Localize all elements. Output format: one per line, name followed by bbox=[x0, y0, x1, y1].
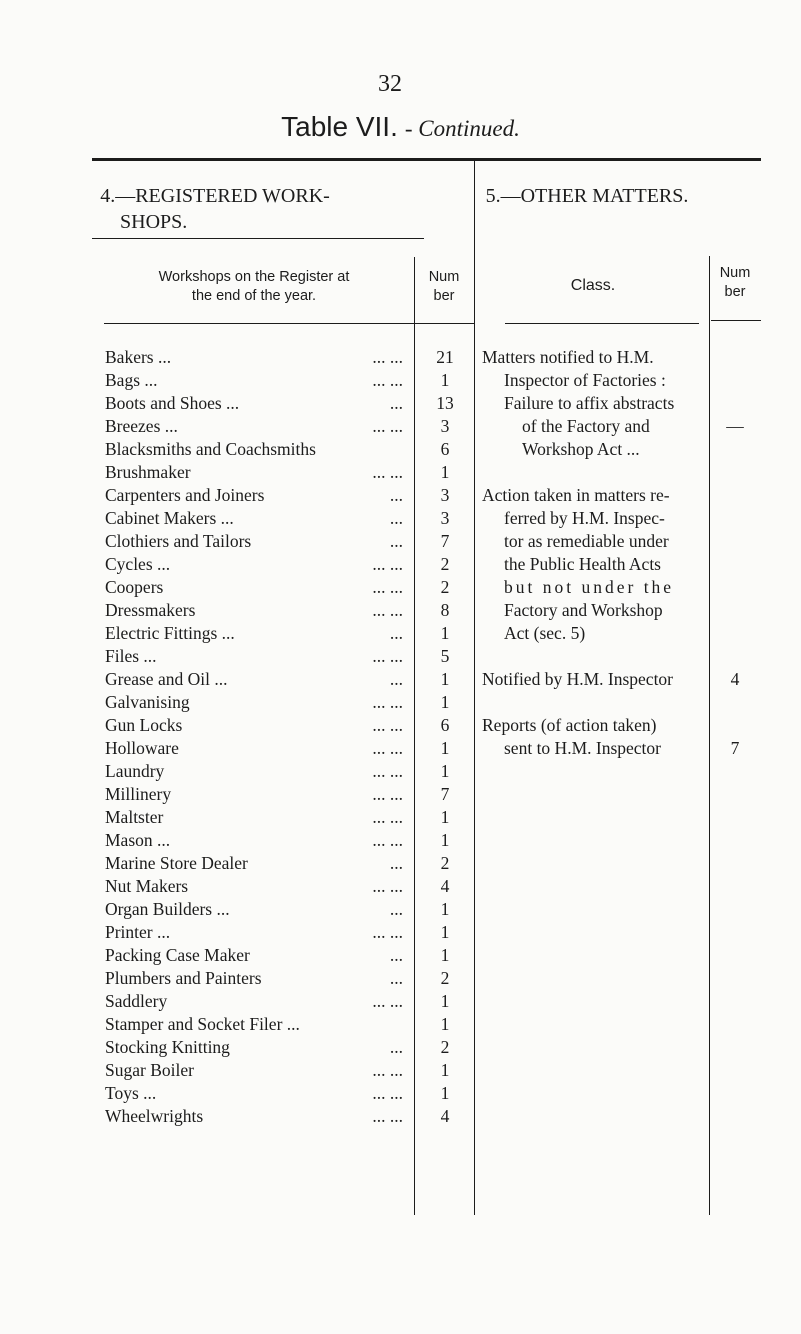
workshop-name: Electric Fittings ... bbox=[105, 623, 235, 643]
workshops-header-line1: Workshops on the Register at bbox=[158, 269, 350, 285]
workshop-name: Mason ... bbox=[105, 830, 171, 850]
workshop-count: 1 bbox=[440, 1083, 450, 1103]
workshop-dots: ... ... bbox=[372, 738, 403, 758]
workshop-row bbox=[105, 737, 403, 760]
workshop-dots: ... bbox=[389, 393, 403, 413]
workshop-count: 1 bbox=[440, 692, 450, 712]
workshop-name: Toys ... bbox=[105, 1083, 157, 1103]
workshop-name: Brushmaker bbox=[105, 462, 191, 482]
entry-line: tor as remediable under bbox=[504, 531, 669, 551]
workshop-dots: ... ... bbox=[372, 600, 403, 620]
entry-line: ferred by H.M. Inspec- bbox=[504, 508, 665, 528]
workshop-count: 3 bbox=[440, 508, 450, 528]
workshop-name: Plumbers and Painters bbox=[105, 968, 262, 988]
workshop-name: Galvanising bbox=[105, 692, 190, 712]
workshop-name: Wheelwrights bbox=[105, 1106, 204, 1126]
workshop-count: 2 bbox=[440, 554, 450, 574]
workshop-dots: ... ... bbox=[372, 1060, 403, 1080]
workshop-name: Gun Locks bbox=[105, 715, 183, 735]
workshop-row bbox=[105, 714, 403, 737]
workshop-dots: ... bbox=[389, 531, 403, 551]
workshop-dots: ... ... bbox=[372, 692, 403, 712]
workshop-row bbox=[105, 898, 403, 921]
other-matter-entry bbox=[482, 714, 661, 760]
workshop-count: 6 bbox=[440, 439, 450, 459]
workshop-row bbox=[105, 415, 403, 438]
workshop-dots: ... ... bbox=[372, 416, 403, 436]
workshop-count: 1 bbox=[440, 738, 450, 758]
workshop-dots: ... ... bbox=[372, 554, 403, 574]
other-matter-count: — bbox=[726, 416, 744, 436]
workshop-count: 1 bbox=[440, 807, 450, 827]
workshop-row bbox=[105, 622, 403, 645]
workshop-name: Carpenters and Joiners bbox=[105, 485, 265, 505]
workshop-dots: ... ... bbox=[372, 370, 403, 390]
workshop-row bbox=[105, 507, 403, 530]
left-heading-underline bbox=[92, 238, 424, 239]
workshop-count: 2 bbox=[440, 1037, 450, 1057]
table-title-continued: - Continued. bbox=[404, 116, 520, 141]
workshop-dots: ... bbox=[389, 485, 403, 505]
workshop-count: 5 bbox=[440, 646, 450, 666]
workshop-count: 1 bbox=[440, 623, 450, 643]
workshop-name: Stocking Knitting bbox=[105, 1037, 230, 1057]
workshop-row bbox=[105, 944, 403, 967]
left-number-header-line1: Num bbox=[428, 269, 460, 285]
entry-line: Act (sec. 5) bbox=[504, 623, 586, 643]
workshop-name: Organ Builders ... bbox=[105, 899, 230, 919]
workshop-row bbox=[105, 967, 403, 990]
workshop-row bbox=[105, 599, 403, 622]
workshop-dots: ... ... bbox=[372, 830, 403, 850]
workshop-count: 2 bbox=[440, 968, 450, 988]
workshop-name: Saddlery bbox=[105, 991, 168, 1011]
workshop-dots: ... bbox=[389, 853, 403, 873]
other-matter-count: 4 bbox=[730, 669, 740, 689]
entry-line: of the Factory and bbox=[522, 416, 650, 436]
workshop-name: Sugar Boiler bbox=[105, 1060, 194, 1080]
workshop-name: Boots and Shoes ... bbox=[105, 393, 240, 413]
workshop-row bbox=[105, 668, 403, 691]
workshop-count: 1 bbox=[440, 370, 450, 390]
right-number-header-line2: ber bbox=[724, 284, 746, 300]
workshop-name: Breezes ... bbox=[105, 416, 178, 436]
workshop-dots: ... bbox=[389, 1037, 403, 1057]
workshop-dots: ... bbox=[389, 899, 403, 919]
right-number-column-rule bbox=[709, 875, 710, 1215]
workshop-name: Millinery bbox=[105, 784, 172, 804]
class-column-header: Class. bbox=[570, 277, 616, 294]
workshop-row bbox=[105, 783, 403, 806]
table-title-main: Table VII. bbox=[281, 111, 398, 142]
workshop-row bbox=[105, 1013, 403, 1036]
workshop-count: 21 bbox=[436, 347, 454, 367]
workshop-dots: ... bbox=[389, 508, 403, 528]
workshop-row bbox=[105, 530, 403, 553]
workshop-name: Cycles ... bbox=[105, 554, 171, 574]
other-matter-entry bbox=[482, 346, 674, 461]
workshop-name: Stamper and Socket Filer ... bbox=[105, 1014, 300, 1034]
workshop-count: 1 bbox=[440, 991, 450, 1011]
right-section-heading: 5.—OTHER MATTERS. bbox=[485, 185, 689, 207]
workshop-dots: ... ... bbox=[372, 922, 403, 942]
entry-line: Action taken in matters re- bbox=[482, 485, 670, 505]
workshop-row bbox=[105, 1059, 403, 1082]
workshop-row bbox=[105, 553, 403, 576]
workshop-count: 1 bbox=[440, 830, 450, 850]
table-title bbox=[0, 111, 801, 144]
workshop-dots: ... ... bbox=[372, 1083, 403, 1103]
workshop-row bbox=[105, 875, 403, 898]
lower-table bbox=[0, 875, 801, 1334]
workshop-dots: ... bbox=[389, 669, 403, 689]
workshop-name: Packing Case Maker bbox=[105, 945, 250, 965]
workshop-count: 3 bbox=[440, 485, 450, 505]
workshop-name: Dressmakers bbox=[105, 600, 196, 620]
workshop-count: 7 bbox=[440, 784, 450, 804]
right-number-column-rule bbox=[709, 256, 710, 877]
workshop-row bbox=[105, 369, 403, 392]
entry-line: Reports (of action taken) bbox=[482, 715, 657, 735]
workshop-row bbox=[105, 691, 403, 714]
class-header-underline bbox=[505, 323, 699, 324]
entry-line: the Public Health Acts bbox=[504, 554, 661, 574]
workshop-dots: ... bbox=[389, 623, 403, 643]
workshop-row bbox=[105, 760, 403, 783]
workshop-row bbox=[105, 346, 403, 369]
workshop-row bbox=[105, 1105, 403, 1128]
workshop-row bbox=[105, 1036, 403, 1059]
page-number: 32 bbox=[378, 71, 402, 97]
entry-line: Workshop Act ... bbox=[522, 439, 640, 459]
top-rule bbox=[92, 158, 761, 161]
workshop-name: Clothiers and Tailors bbox=[105, 531, 252, 551]
workshop-dots: ... ... bbox=[372, 1106, 403, 1126]
workshop-dots: ... ... bbox=[372, 784, 403, 804]
workshops-header-underline bbox=[104, 323, 416, 324]
workshop-name: Blacksmiths and Coachsmiths bbox=[105, 439, 316, 459]
workshop-count: 1 bbox=[440, 1060, 450, 1080]
workshop-row bbox=[105, 990, 403, 1013]
entry-line: Failure to affix abstracts bbox=[504, 393, 675, 413]
workshop-count: 1 bbox=[440, 1014, 450, 1034]
left-heading-line1: 4.—REGISTERED WORK- bbox=[100, 185, 330, 207]
workshop-name: Coopers bbox=[105, 577, 164, 597]
left-number-column-header bbox=[414, 268, 474, 306]
workshop-count: 1 bbox=[440, 761, 450, 781]
entry-line: Inspector of Factories : bbox=[504, 370, 666, 390]
workshop-name: Maltster bbox=[105, 807, 164, 827]
left-number-header-line2: ber bbox=[433, 288, 455, 304]
workshop-dots: ... ... bbox=[372, 807, 403, 827]
workshop-dots: ... ... bbox=[372, 715, 403, 735]
left-section-heading bbox=[100, 183, 330, 235]
workshop-name: Nut Makers bbox=[105, 876, 189, 896]
workshop-count: 13 bbox=[436, 393, 454, 413]
workshop-count: 7 bbox=[440, 531, 450, 551]
workshop-row bbox=[105, 392, 403, 415]
workshop-row bbox=[105, 576, 403, 599]
workshop-count: 3 bbox=[440, 416, 450, 436]
entry-line: sent to H.M. Inspector bbox=[504, 738, 661, 758]
workshop-dots: ... ... bbox=[372, 876, 403, 896]
workshop-count: 6 bbox=[440, 715, 450, 735]
workshop-count: 2 bbox=[440, 853, 450, 873]
workshop-name: Marine Store Dealer bbox=[105, 853, 248, 873]
workshop-dots: ... ... bbox=[372, 577, 403, 597]
workshops-header-line2: the end of the year. bbox=[191, 288, 317, 304]
other-matter-entry bbox=[482, 668, 673, 691]
workshop-name: Holloware bbox=[105, 738, 179, 758]
workshop-count: 1 bbox=[440, 669, 450, 689]
workshop-row bbox=[105, 484, 403, 507]
workshop-row bbox=[105, 829, 403, 852]
other-matter-entry bbox=[482, 484, 674, 645]
workshop-row bbox=[105, 461, 403, 484]
entry-line: Matters notified to H.M. bbox=[482, 347, 654, 367]
workshop-dots: ... ... bbox=[372, 761, 403, 781]
workshop-row bbox=[105, 921, 403, 944]
workshop-row bbox=[105, 1082, 403, 1105]
left-heading-line2: SHOPS. bbox=[120, 211, 188, 233]
workshop-count: 4 bbox=[440, 876, 450, 896]
workshop-row bbox=[105, 438, 403, 461]
workshop-name: Printer ... bbox=[105, 922, 171, 942]
entry-line: Factory and Workshop bbox=[504, 600, 663, 620]
workshop-name: Laundry bbox=[105, 761, 165, 781]
right-number-header-line1: Num bbox=[719, 265, 751, 281]
workshop-dots: ... bbox=[389, 945, 403, 965]
other-matter-count: 7 bbox=[730, 738, 740, 758]
workshop-name: Files ... bbox=[105, 646, 157, 666]
workshop-row bbox=[105, 852, 403, 875]
entry-line: Notified by H.M. Inspector bbox=[482, 669, 674, 689]
workshop-name: Bakers ... bbox=[105, 347, 172, 367]
workshops-column-header bbox=[104, 268, 404, 306]
workshop-count: 1 bbox=[440, 899, 450, 919]
workshop-row bbox=[105, 645, 403, 668]
entry-line: but not under the bbox=[504, 577, 675, 597]
workshop-row bbox=[105, 806, 403, 829]
workshop-dots: ... ... bbox=[372, 462, 403, 482]
workshop-count: 8 bbox=[440, 600, 450, 620]
right-number-header-underline bbox=[711, 320, 761, 321]
workshop-name: Grease and Oil ... bbox=[105, 669, 228, 689]
workshop-count: 1 bbox=[440, 462, 450, 482]
right-number-column-header bbox=[710, 264, 760, 302]
workshop-dots: ... ... bbox=[372, 646, 403, 666]
workshop-dots: ... bbox=[389, 968, 403, 988]
workshop-name: Cabinet Makers ... bbox=[105, 508, 234, 528]
workshop-name: Bags ... bbox=[105, 370, 158, 390]
workshop-count: 2 bbox=[440, 577, 450, 597]
workshop-dots: ... ... bbox=[372, 347, 403, 367]
workshop-count: 1 bbox=[440, 922, 450, 942]
workshop-count: 1 bbox=[440, 945, 450, 965]
workshop-dots: ... ... bbox=[372, 991, 403, 1011]
left-number-header-underline bbox=[415, 323, 475, 324]
workshop-count: 4 bbox=[440, 1106, 450, 1126]
